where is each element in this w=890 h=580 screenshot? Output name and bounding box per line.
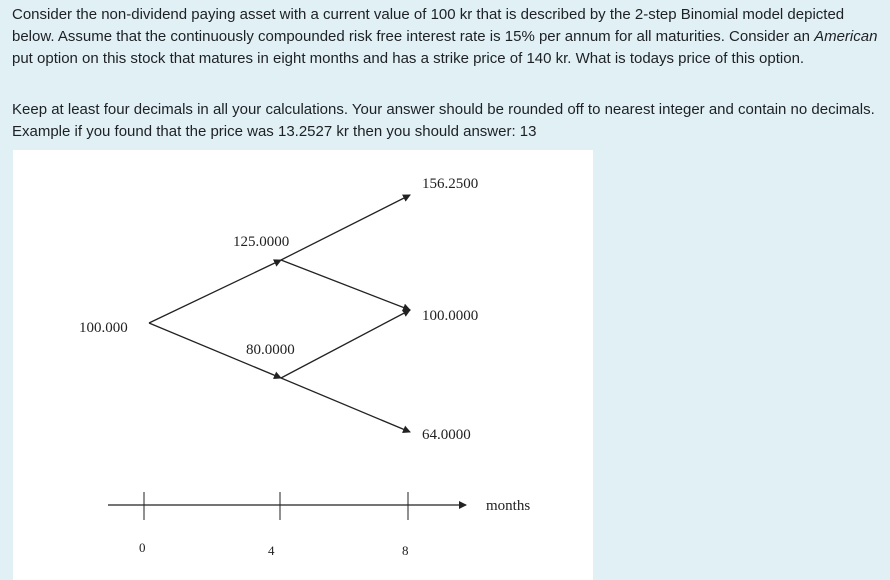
time-axis-label: months <box>486 498 531 514</box>
node-label-up: 125.0000 <box>233 234 290 250</box>
branch-up-upup <box>281 195 410 260</box>
node-label-updown: 100.0000 <box>422 308 479 324</box>
node-label-down: 80.0000 <box>246 342 295 358</box>
question-text-part-a: Consider the non-dividend paying asset with a current value of 100 kr that is described by the 2-step Binomial model depicted below. Assume that the continuously compounded risk free interest rate is 15% per annum for all maturities. Consider an <box>12 6 845 45</box>
question-emphasis: American <box>814 28 878 45</box>
time-axis-tick-label-8: 8 <box>402 543 409 558</box>
branch-down-downdown <box>281 378 410 432</box>
binomial-tree-figure <box>13 150 593 580</box>
question-text-part-b: put option on this stock that matures in eight months and has a strike price of 140 kr. What is todays price of this option. <box>12 50 805 67</box>
node-label-downdown: 64.0000 <box>422 427 471 443</box>
branch-down-downup <box>281 310 410 378</box>
branch-up-updown <box>281 260 410 310</box>
node-label-s0: 100.000 <box>79 320 128 336</box>
binomial-tree-diagram <box>13 150 593 580</box>
time-axis-tick-label-4: 4 <box>268 543 275 558</box>
question-paragraph-2: Keep at least four decimals in all your calculations. Your answer should be rounded off to nearest integer and contain no decimals. Example if you found that the price was 13.2527 kr then you should answer: 13 <box>12 101 875 140</box>
node-label-upup: 156.2500 <box>422 176 479 192</box>
question-paragraph-1 <box>12 4 878 70</box>
time-axis-tick-label-0: 0 <box>139 540 146 555</box>
branch-s0-up <box>149 260 281 323</box>
